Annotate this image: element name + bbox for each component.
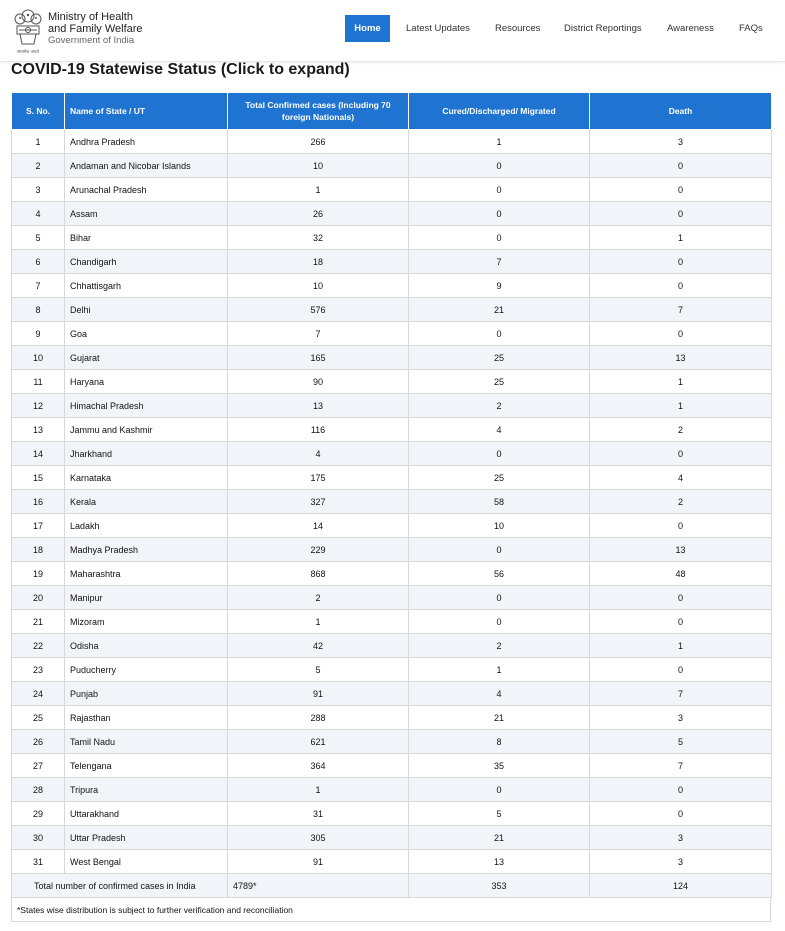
cell-confirmed: 327	[228, 490, 409, 514]
cell-death: 1	[590, 394, 772, 418]
cell-death: 0	[590, 322, 772, 346]
cell-confirmed: 91	[228, 682, 409, 706]
cell-state-name: Mizoram	[65, 610, 228, 634]
cell-sno: 16	[12, 490, 65, 514]
nav-district-reportings[interactable]: District Reportings	[564, 23, 642, 34]
cell-death: 0	[590, 658, 772, 682]
cell-death: 0	[590, 514, 772, 538]
col-header-death: Death	[590, 93, 772, 130]
table-row[interactable]	[12, 178, 772, 202]
cell-death: 0	[590, 778, 772, 802]
cell-cured: 0	[409, 202, 590, 226]
cell-cured: 0	[409, 442, 590, 466]
cell-sno: 9	[12, 322, 65, 346]
table-body	[12, 130, 772, 874]
cell-sno: 3	[12, 178, 65, 202]
cell-cured: 0	[409, 322, 590, 346]
cell-sno: 30	[12, 826, 65, 850]
table-row[interactable]	[12, 370, 772, 394]
cell-state-name: Assam	[65, 202, 228, 226]
table-row[interactable]	[12, 490, 772, 514]
table-row[interactable]	[12, 226, 772, 250]
cell-death: 0	[590, 154, 772, 178]
cell-death: 7	[590, 682, 772, 706]
cell-cured: 35	[409, 754, 590, 778]
cell-cured: 58	[409, 490, 590, 514]
cell-state-name: Haryana	[65, 370, 228, 394]
cell-death: 2	[590, 418, 772, 442]
cell-sno: 5	[12, 226, 65, 250]
cell-death: 7	[590, 754, 772, 778]
nav-latest-updates[interactable]: Latest Updates	[406, 23, 470, 34]
cell-sno: 20	[12, 586, 65, 610]
cell-confirmed: 266	[228, 130, 409, 154]
cell-death: 1	[590, 226, 772, 250]
emblem-caption: सत्यमेव जयते	[16, 50, 40, 55]
cell-confirmed: 7	[228, 322, 409, 346]
cell-cured: 2	[409, 394, 590, 418]
cell-sno: 29	[12, 802, 65, 826]
cell-cured: 10	[409, 514, 590, 538]
cell-confirmed: 229	[228, 538, 409, 562]
table-row[interactable]	[12, 298, 772, 322]
cell-confirmed: 26	[228, 202, 409, 226]
cell-confirmed: 10	[228, 274, 409, 298]
cell-cured: 56	[409, 562, 590, 586]
cell-cured: 0	[409, 538, 590, 562]
total-row	[12, 874, 772, 898]
table-header-row	[12, 93, 772, 130]
site-header	[0, 0, 785, 62]
cell-cured: 4	[409, 418, 590, 442]
cell-sno: 31	[12, 850, 65, 874]
cell-sno: 6	[12, 250, 65, 274]
cell-state-name: West Bengal	[65, 850, 228, 874]
col-header-cured: Cured/Discharged/ Migrated	[409, 93, 590, 130]
table-row[interactable]	[12, 826, 772, 850]
cell-confirmed: 90	[228, 370, 409, 394]
cell-cured: 13	[409, 850, 590, 874]
cell-sno: 13	[12, 418, 65, 442]
col-header-state: Name of State / UT	[65, 93, 228, 130]
cell-confirmed: 42	[228, 634, 409, 658]
cell-confirmed: 576	[228, 298, 409, 322]
cell-state-name: Puducherry	[65, 658, 228, 682]
cell-state-name: Chandigarh	[65, 250, 228, 274]
cell-sno: 18	[12, 538, 65, 562]
cell-state-name: Karnataka	[65, 466, 228, 490]
cell-confirmed: 1	[228, 178, 409, 202]
cell-state-name: Andaman and Nicobar Islands	[65, 154, 228, 178]
cell-sno: 17	[12, 514, 65, 538]
table-row[interactable]	[12, 778, 772, 802]
statewise-status-table	[11, 92, 772, 898]
table-row[interactable]	[12, 514, 772, 538]
table-row[interactable]	[12, 394, 772, 418]
cell-sno: 1	[12, 130, 65, 154]
cell-death: 4	[590, 466, 772, 490]
nav-awareness[interactable]: Awareness	[667, 23, 714, 34]
table-row[interactable]	[12, 730, 772, 754]
cell-sno: 10	[12, 346, 65, 370]
cell-state-name: Odisha	[65, 634, 228, 658]
cell-cured: 7	[409, 250, 590, 274]
cell-state-name: Madhya Pradesh	[65, 538, 228, 562]
cell-sno: 26	[12, 730, 65, 754]
table-row[interactable]	[12, 202, 772, 226]
statewise-table-container	[11, 92, 771, 922]
ministry-name-line2: and Family Welfare	[48, 23, 143, 35]
nav-home[interactable]: Home	[345, 15, 390, 42]
table-row[interactable]	[12, 154, 772, 178]
cell-cured: 0	[409, 178, 590, 202]
cell-cured: 21	[409, 706, 590, 730]
table-row[interactable]	[12, 634, 772, 658]
total-confirmed: 4789*	[228, 874, 409, 898]
cell-state-name: Andhra Pradesh	[65, 130, 228, 154]
cell-sno: 28	[12, 778, 65, 802]
table-row[interactable]	[12, 442, 772, 466]
cell-sno: 7	[12, 274, 65, 298]
cell-state-name: Jharkhand	[65, 442, 228, 466]
cell-death: 7	[590, 298, 772, 322]
cell-death: 13	[590, 538, 772, 562]
cell-state-name: Tripura	[65, 778, 228, 802]
cell-sno: 14	[12, 442, 65, 466]
cell-cured: 8	[409, 730, 590, 754]
nav-faqs[interactable]: FAQs	[739, 23, 763, 34]
ministry-name-line1: Ministry of Health	[48, 11, 133, 23]
table-row[interactable]	[12, 418, 772, 442]
cell-confirmed: 116	[228, 418, 409, 442]
cell-state-name: Rajasthan	[65, 706, 228, 730]
table-row[interactable]	[12, 610, 772, 634]
cell-state-name: Telengana	[65, 754, 228, 778]
cell-death: 1	[590, 634, 772, 658]
col-header-sno: S. No.	[12, 93, 65, 130]
cell-death: 3	[590, 706, 772, 730]
cell-cured: 9	[409, 274, 590, 298]
cell-death: 0	[590, 178, 772, 202]
cell-sno: 11	[12, 370, 65, 394]
cell-confirmed: 32	[228, 226, 409, 250]
table-row[interactable]	[12, 466, 772, 490]
table-row[interactable]	[12, 274, 772, 298]
cell-death: 0	[590, 202, 772, 226]
cell-state-name: Bihar	[65, 226, 228, 250]
cell-sno: 21	[12, 610, 65, 634]
cell-cured: 1	[409, 658, 590, 682]
cell-death: 0	[590, 442, 772, 466]
cell-confirmed: 4	[228, 442, 409, 466]
cell-confirmed: 1	[228, 610, 409, 634]
table-row[interactable]	[12, 682, 772, 706]
cell-state-name: Jammu and Kashmir	[65, 418, 228, 442]
cell-state-name: Chhattisgarh	[65, 274, 228, 298]
government-of-india-label: Government of India	[48, 35, 135, 46]
cell-confirmed: 91	[228, 850, 409, 874]
cell-state-name: Punjab	[65, 682, 228, 706]
ministry-brand[interactable]	[48, 11, 143, 47]
cell-state-name: Tamil Nadu	[65, 730, 228, 754]
table-row[interactable]	[12, 562, 772, 586]
cell-state-name: Manipur	[65, 586, 228, 610]
table-row[interactable]	[12, 706, 772, 730]
cell-confirmed: 5	[228, 658, 409, 682]
cell-sno: 27	[12, 754, 65, 778]
total-death: 124	[590, 874, 772, 898]
cell-cured: 2	[409, 634, 590, 658]
cell-sno: 15	[12, 466, 65, 490]
cell-state-name: Kerala	[65, 490, 228, 514]
cell-cured: 0	[409, 778, 590, 802]
cell-sno: 4	[12, 202, 65, 226]
cell-cured: 25	[409, 370, 590, 394]
page-title[interactable]: COVID-19 Statewise Status (Click to expand)	[11, 61, 350, 78]
cell-sno: 22	[12, 634, 65, 658]
cell-confirmed: 2	[228, 586, 409, 610]
cell-confirmed: 1	[228, 778, 409, 802]
cell-sno: 23	[12, 658, 65, 682]
cell-death: 0	[590, 274, 772, 298]
table-row[interactable]	[12, 538, 772, 562]
cell-cured: 21	[409, 298, 590, 322]
cell-confirmed: 14	[228, 514, 409, 538]
national-emblem-logo[interactable]	[10, 4, 46, 58]
cell-state-name: Goa	[65, 322, 228, 346]
cell-cured: 5	[409, 802, 590, 826]
cell-death: 3	[590, 826, 772, 850]
footnote: *States wise distribution is subject to further verification and reconciliation	[11, 898, 771, 922]
cell-confirmed: 305	[228, 826, 409, 850]
cell-confirmed: 868	[228, 562, 409, 586]
cell-death: 5	[590, 730, 772, 754]
cell-sno: 24	[12, 682, 65, 706]
cell-confirmed: 165	[228, 346, 409, 370]
cell-death: 2	[590, 490, 772, 514]
cell-cured: 25	[409, 346, 590, 370]
cell-sno: 8	[12, 298, 65, 322]
cell-confirmed: 10	[228, 154, 409, 178]
cell-confirmed: 18	[228, 250, 409, 274]
table-row[interactable]	[12, 802, 772, 826]
table-row[interactable]	[12, 346, 772, 370]
cell-confirmed: 621	[228, 730, 409, 754]
cell-cured: 4	[409, 682, 590, 706]
cell-death: 13	[590, 346, 772, 370]
cell-state-name: Uttar Pradesh	[65, 826, 228, 850]
cell-state-name: Himachal Pradesh	[65, 394, 228, 418]
cell-cured: 0	[409, 586, 590, 610]
cell-death: 0	[590, 610, 772, 634]
cell-state-name: Ladakh	[65, 514, 228, 538]
table-row[interactable]	[12, 250, 772, 274]
cell-sno: 12	[12, 394, 65, 418]
cell-confirmed: 175	[228, 466, 409, 490]
cell-sno: 25	[12, 706, 65, 730]
cell-sno: 2	[12, 154, 65, 178]
table-row[interactable]	[12, 130, 772, 154]
total-label: Total number of confirmed cases in India	[12, 874, 228, 898]
col-header-confirmed: Total Confirmed cases (Including 70 foreign Nationals)	[228, 93, 409, 130]
cell-death: 1	[590, 370, 772, 394]
cell-sno: 19	[12, 562, 65, 586]
cell-death: 0	[590, 802, 772, 826]
cell-state-name: Uttarakhand	[65, 802, 228, 826]
table-row[interactable]	[12, 850, 772, 874]
cell-confirmed: 288	[228, 706, 409, 730]
nav-resources[interactable]: Resources	[495, 23, 541, 34]
cell-confirmed: 31	[228, 802, 409, 826]
cell-confirmed: 13	[228, 394, 409, 418]
cell-cured: 0	[409, 610, 590, 634]
total-cured: 353	[409, 874, 590, 898]
cell-cured: 0	[409, 226, 590, 250]
table-row[interactable]	[12, 322, 772, 346]
cell-death: 0	[590, 586, 772, 610]
cell-cured: 0	[409, 154, 590, 178]
table-row[interactable]	[12, 754, 772, 778]
cell-state-name: Delhi	[65, 298, 228, 322]
cell-cured: 25	[409, 466, 590, 490]
cell-state-name: Gujarat	[65, 346, 228, 370]
cell-state-name: Maharashtra	[65, 562, 228, 586]
cell-confirmed: 364	[228, 754, 409, 778]
table-row[interactable]	[12, 658, 772, 682]
cell-cured: 21	[409, 826, 590, 850]
cell-cured: 1	[409, 130, 590, 154]
cell-death: 48	[590, 562, 772, 586]
table-row[interactable]	[12, 586, 772, 610]
cell-state-name: Arunachal Pradesh	[65, 178, 228, 202]
cell-death: 3	[590, 130, 772, 154]
cell-death: 0	[590, 250, 772, 274]
cell-death: 3	[590, 850, 772, 874]
